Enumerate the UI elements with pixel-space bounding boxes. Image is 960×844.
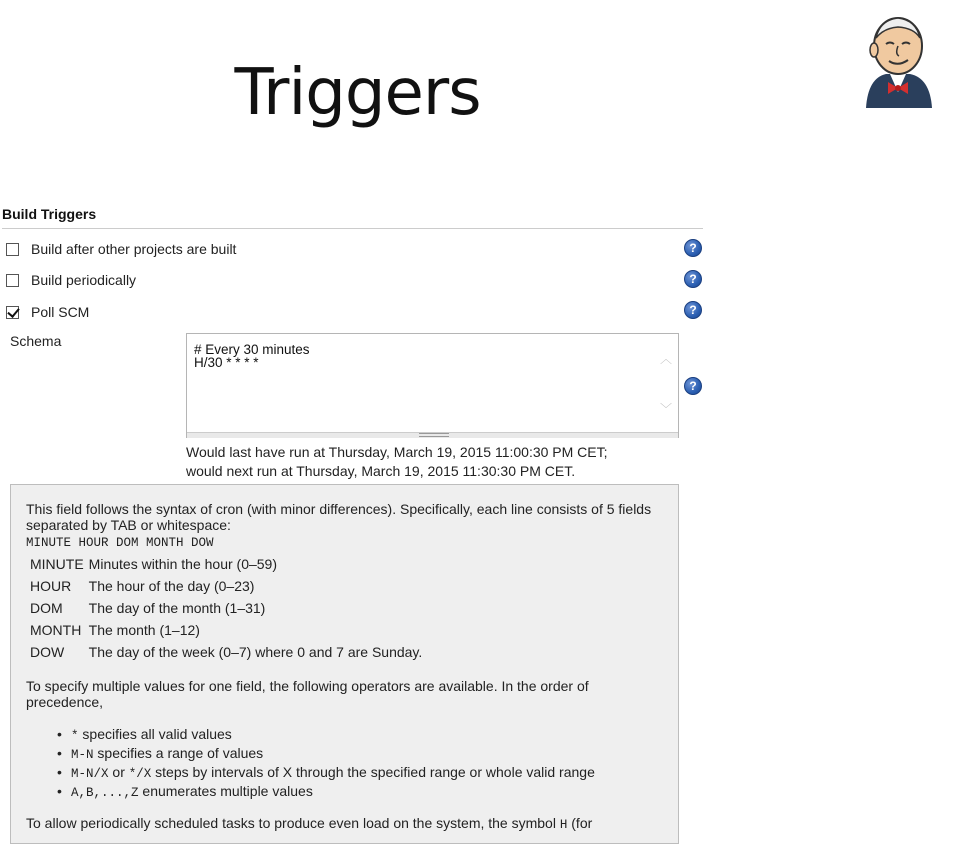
- field-name: MONTH: [30, 622, 82, 638]
- help-tail: To allow periodically scheduled tasks to produce even load on the system, the symbol H (for: [26, 815, 593, 832]
- build-periodically-label: Build periodically: [31, 272, 137, 288]
- run-info: [186, 443, 608, 481]
- cron-syntax: MINUTE HOUR DOM MONTH DOW: [26, 536, 214, 550]
- trigger-build-periodically[interactable]: [6, 269, 706, 291]
- help-icon[interactable]: ?: [684, 301, 702, 319]
- help-icon[interactable]: ?: [684, 377, 702, 395]
- schema-label: Schema: [10, 333, 62, 349]
- table-row: [30, 575, 426, 597]
- field-desc: The month (1–12): [88, 622, 200, 638]
- schema-textarea[interactable]: [186, 333, 679, 438]
- list-item: • A,B,...,Z enumerates multiple values: [57, 782, 595, 801]
- field-name: HOUR: [30, 578, 72, 594]
- help-icon[interactable]: ?: [684, 270, 702, 288]
- field-desc: The hour of the day (0–23): [88, 578, 255, 594]
- field-name: DOW: [30, 644, 65, 660]
- table-row: [30, 641, 426, 663]
- table-row: [30, 619, 426, 641]
- scroll-up-icon[interactable]: ︿: [659, 352, 672, 366]
- list-item: • * specifies all valid values: [57, 725, 595, 744]
- field-name: DOM: [30, 600, 63, 616]
- build-triggers-header: Build Triggers: [2, 206, 703, 229]
- poll-scm-checkbox[interactable]: [6, 306, 19, 319]
- table-row: [30, 597, 426, 619]
- operators-intro: To specify multiple values for one field, the following operators are available. In the order of precedence,: [26, 678, 589, 710]
- list-item: • M-N specifies a range of values: [57, 744, 595, 763]
- list-item: • M-N/X or */X steps by intervals of X through the specified range or whole valid range: [57, 763, 595, 782]
- table-row: [30, 553, 426, 575]
- build-after-label: Build after other projects are built: [31, 241, 237, 257]
- help-intro: This field follows the syntax of cron (with minor differences). Specifically, each line consists of 5 fields separated by TAB or whitespace:: [26, 501, 652, 533]
- field-desc: Minutes within the hour (0–59): [88, 556, 277, 572]
- cron-help-panel: [10, 484, 679, 844]
- next-run-text: would next run at Thursday, March 19, 2015 11:30:30 PM CET.: [186, 463, 576, 479]
- poll-scm-label: Poll SCM: [31, 304, 90, 320]
- operators-list: [57, 725, 595, 801]
- grip-icon: [419, 433, 449, 437]
- build-after-checkbox[interactable]: [6, 243, 19, 256]
- slide-title: Triggers: [234, 56, 481, 130]
- schema-value[interactable]: # Every 30 minutes H/30 * * * *: [194, 342, 310, 370]
- scroll-down-icon[interactable]: ﹀: [659, 402, 672, 416]
- textarea-resize-handle[interactable]: [187, 432, 678, 438]
- field-desc: The day of the week (0–7) where 0 and 7 are Sunday.: [88, 644, 423, 660]
- field-name: MINUTE: [30, 556, 84, 572]
- last-run-text: Would last have run at Thursday, March 19, 2015 11:00:30 PM CET;: [186, 444, 608, 460]
- cron-fields-table: [30, 553, 426, 663]
- help-icon[interactable]: ?: [684, 239, 702, 257]
- trigger-poll-scm[interactable]: [6, 301, 706, 323]
- jenkins-butler-logo: [862, 12, 934, 108]
- trigger-build-after-other-projects[interactable]: [6, 238, 706, 260]
- field-desc: The day of the month (1–31): [88, 600, 266, 616]
- build-periodically-checkbox[interactable]: [6, 274, 19, 287]
